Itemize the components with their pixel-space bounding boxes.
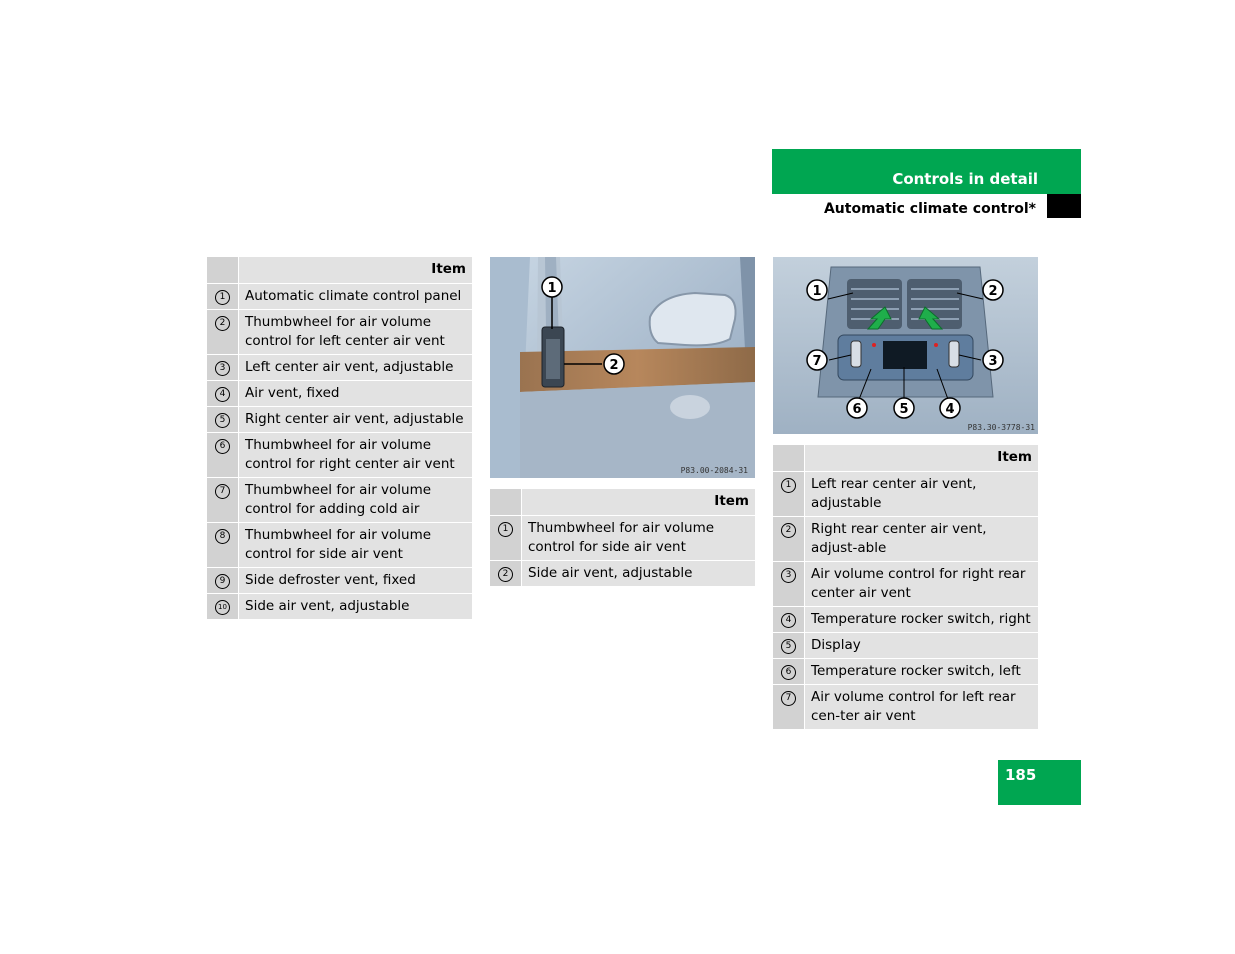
- item-text: Air volume control for right rear center air vent: [805, 562, 1038, 607]
- item-number: 7: [781, 691, 796, 706]
- item-header: Item: [805, 445, 1038, 472]
- table-row: [490, 516, 755, 561]
- item-number: 1: [498, 522, 513, 537]
- table-row: [207, 310, 472, 355]
- callout-7: 7: [812, 354, 822, 369]
- item-text: Temperature rocker switch, left: [805, 659, 1038, 685]
- callout-4: 4: [945, 402, 955, 417]
- item-number: 9: [215, 574, 230, 589]
- table-row: [207, 478, 472, 523]
- item-text: Air volume control for left rear cen-ter air vent: [805, 685, 1038, 730]
- table-row: [773, 472, 1038, 517]
- item-number: 1: [215, 290, 230, 305]
- item-text: Automatic climate control panel: [239, 284, 472, 310]
- item-number: 3: [781, 568, 796, 583]
- table-header-row: [207, 257, 472, 284]
- rear-console-photo: [773, 257, 1038, 434]
- item-text: Thumbwheel for air volume control for side air vent: [239, 523, 472, 568]
- item-text: Thumbwheel for air volume control for left center air vent: [239, 310, 472, 355]
- items-table-3: [773, 445, 1038, 730]
- table-row: [773, 633, 1038, 659]
- subsection-title: Automatic climate control*: [823, 201, 1036, 217]
- callout-3: 3: [988, 354, 998, 369]
- number-header: [773, 445, 805, 472]
- items-table-2: [490, 489, 755, 587]
- item-number: 5: [781, 639, 796, 654]
- number-header: [490, 489, 522, 516]
- table-row: [773, 685, 1038, 730]
- table-row: [207, 381, 472, 407]
- section-title: Controls in detail: [772, 149, 1081, 194]
- callout-2: 2: [609, 358, 619, 373]
- callout-1: 1: [812, 284, 822, 299]
- item-number: 2: [498, 567, 513, 582]
- item-text: Right center air vent, adjustable: [239, 407, 472, 433]
- table-row: [207, 568, 472, 594]
- table-row: [773, 562, 1038, 607]
- table-row: [207, 594, 472, 620]
- item-text: Display: [805, 633, 1038, 659]
- table-header-row: [773, 445, 1038, 472]
- item-text: Thumbwheel for air volume control for side air vent: [522, 516, 755, 561]
- number-header: [207, 257, 239, 284]
- item-text: Temperature rocker switch, right: [805, 607, 1038, 633]
- table-row: [773, 517, 1038, 562]
- item-text: Air vent, fixed: [239, 381, 472, 407]
- items-table-1: [207, 257, 472, 620]
- item-number: 6: [781, 665, 796, 680]
- table-row: [207, 355, 472, 381]
- callout-6: 6: [852, 402, 862, 417]
- item-number: 7: [215, 484, 230, 499]
- item-number: 10: [215, 600, 230, 615]
- item-number: 6: [215, 439, 230, 454]
- item-text: Side air vent, adjustable: [522, 561, 755, 587]
- item-number: 4: [215, 387, 230, 402]
- callout-2: 2: [988, 284, 998, 299]
- page-number: 185: [998, 760, 1081, 805]
- item-number: 1: [781, 478, 796, 493]
- table-row: [207, 523, 472, 568]
- callout-1: 1: [547, 281, 557, 296]
- section-marker: [1047, 194, 1081, 218]
- item-text: Side defroster vent, fixed: [239, 568, 472, 594]
- item-number: 3: [215, 361, 230, 376]
- item-text: Right rear center air vent, adjust-able: [805, 517, 1038, 562]
- item-number: 4: [781, 613, 796, 628]
- item-number: 2: [215, 316, 230, 331]
- item-text: Left rear center air vent, adjustable: [805, 472, 1038, 517]
- figure-code: P83.30-3778-31: [967, 423, 1035, 432]
- table-header-row: [490, 489, 755, 516]
- item-text: Thumbwheel for air volume control for adding cold air: [239, 478, 472, 523]
- table-row: [773, 607, 1038, 633]
- item-header: Item: [239, 257, 472, 284]
- item-text: Left center air vent, adjustable: [239, 355, 472, 381]
- side-air-vent-photo: [490, 257, 755, 478]
- table-row: [207, 433, 472, 478]
- item-header: Item: [522, 489, 755, 516]
- item-text: Side air vent, adjustable: [239, 594, 472, 620]
- table-row: [207, 407, 472, 433]
- table-row: [773, 659, 1038, 685]
- item-number: 8: [215, 529, 230, 544]
- callout-5: 5: [899, 402, 909, 417]
- table-row: [207, 284, 472, 310]
- table-row: [490, 561, 755, 587]
- item-text: Thumbwheel for air volume control for right center air vent: [239, 433, 472, 478]
- item-number: 2: [781, 523, 796, 538]
- figure-code: P83.00-2084-31: [680, 466, 748, 475]
- item-number: 5: [215, 413, 230, 428]
